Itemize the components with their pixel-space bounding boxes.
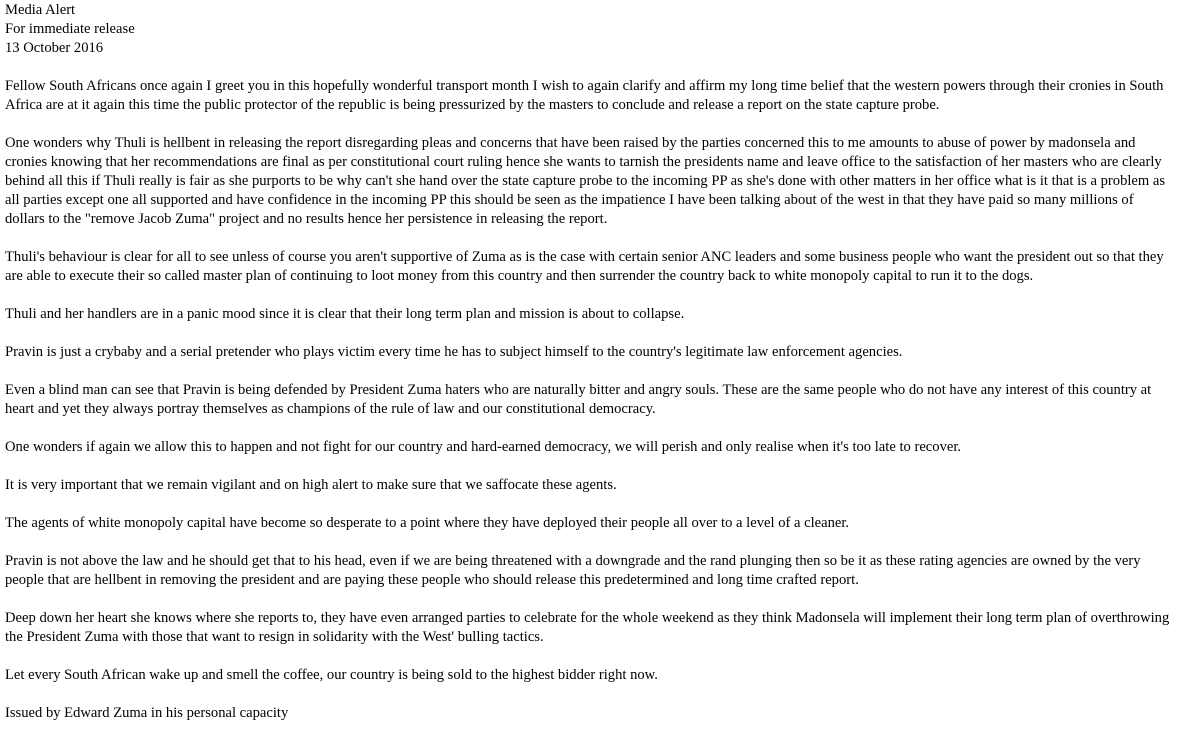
paragraph-panic-mood: Thuli and her handlers are in a panic mood since it is clear that their long term plan and mission is about to collapse. [5,306,685,322]
release-note: For immediate release [5,21,135,37]
paragraph-wake-up: Let every South African wake up and smell the coffee, our country is being sold to the highest bidder right now. [5,667,658,683]
paragraph-agents: The agents of white monopoly capital have become so desperate to a point where they have deployed their people all over to a level of a cleaner. [5,515,850,531]
release-date: 13 October 2016 [5,40,104,56]
paragraph-intro: Fellow South Africans once again I greet you in this hopefully wonderful transport month I wish to again clarify and affirm my long time belief that the western powers through their cronies in South Africa are at it again this time the public protector of the republic is being pressurized by the masters to conclude and release a report on the state capture probe. [5,78,1164,113]
document-body [5,77,1176,723]
paragraph-pravin-law: Pravin is not above the law and he should get that to his head, even if we are being threatened with a downgrade and the rand plunging then so be it as these rating agencies are owned by the very people that are hellbent in removing the president and are paying these people who should release this predetermined and long time crafted report. [5,553,1141,588]
paragraph-vigilant: It is very important that we remain vigilant and on high alert to make sure that we saffocate these agents. [5,477,617,493]
paragraph-blind-man: Even a blind man can see that Pravin is being defended by President Zuma haters who are naturally bitter and angry souls. These are the same people who do not have any interest of this country at heart and yet they always portray themselves as champions of the rule of law and our constitutional democracy. [5,382,1152,417]
paragraph-pravin-crybaby: Pravin is just a crybaby and a serial pretender who plays victim every time he has to subject himself to the country's legitimate law enforcement agencies. [5,344,903,360]
paragraph-issued-by: Issued by Edward Zuma in his personal capacity [5,705,289,721]
media-alert-label: Media Alert [5,2,76,18]
document-header [5,1,1176,58]
paragraph-thuli-report: One wonders why Thuli is hellbent in releasing the report disregarding pleas and concerns that have been raised by the parties concerned this to me amounts to abuse of power by madonsela and cronies knowing that her recommendations are final as per constitutional court ruling hence she wants to tarnish the presidents name and leave office to the satisfaction of her masters who are clearly behind all this if Thuli really is fair as she purports to be why can't she hand over the state capture probe to the incoming PP as she's done with other matters in her office what is it that is a problem as all parties except one all supported and have confidence in the incoming PP this should be seen as the impatience I have been talking about of the west in that they have paid so many millions of dollars to the "remove Jacob Zuma" project and no results hence her persistence in releasing the report. [5,135,1166,227]
paragraph-deep-down: Deep down her heart she knows where she reports to, they have even arranged parties to celebrate for the whole weekend as they think Madonsela will implement their long term plan of overthrowing the President Zuma with those that want to resign in solidarity with the West' bulling tactics. [5,610,1170,645]
paragraph-fight-democracy: One wonders if again we allow this to happen and not fight for our country and hard-earned democracy, we will perish and only realise when it's too late to recover. [5,439,962,455]
paragraph-thuli-behaviour: Thuli's behaviour is clear for all to see unless of course you aren't supportive of Zuma as is the case with certain senior ANC leaders and some business people who want the president out so that they are able to execute their so called master plan of continuing to loot money from this country and then surrender the country back to white monopoly capital to run it to the dogs. [5,249,1164,284]
